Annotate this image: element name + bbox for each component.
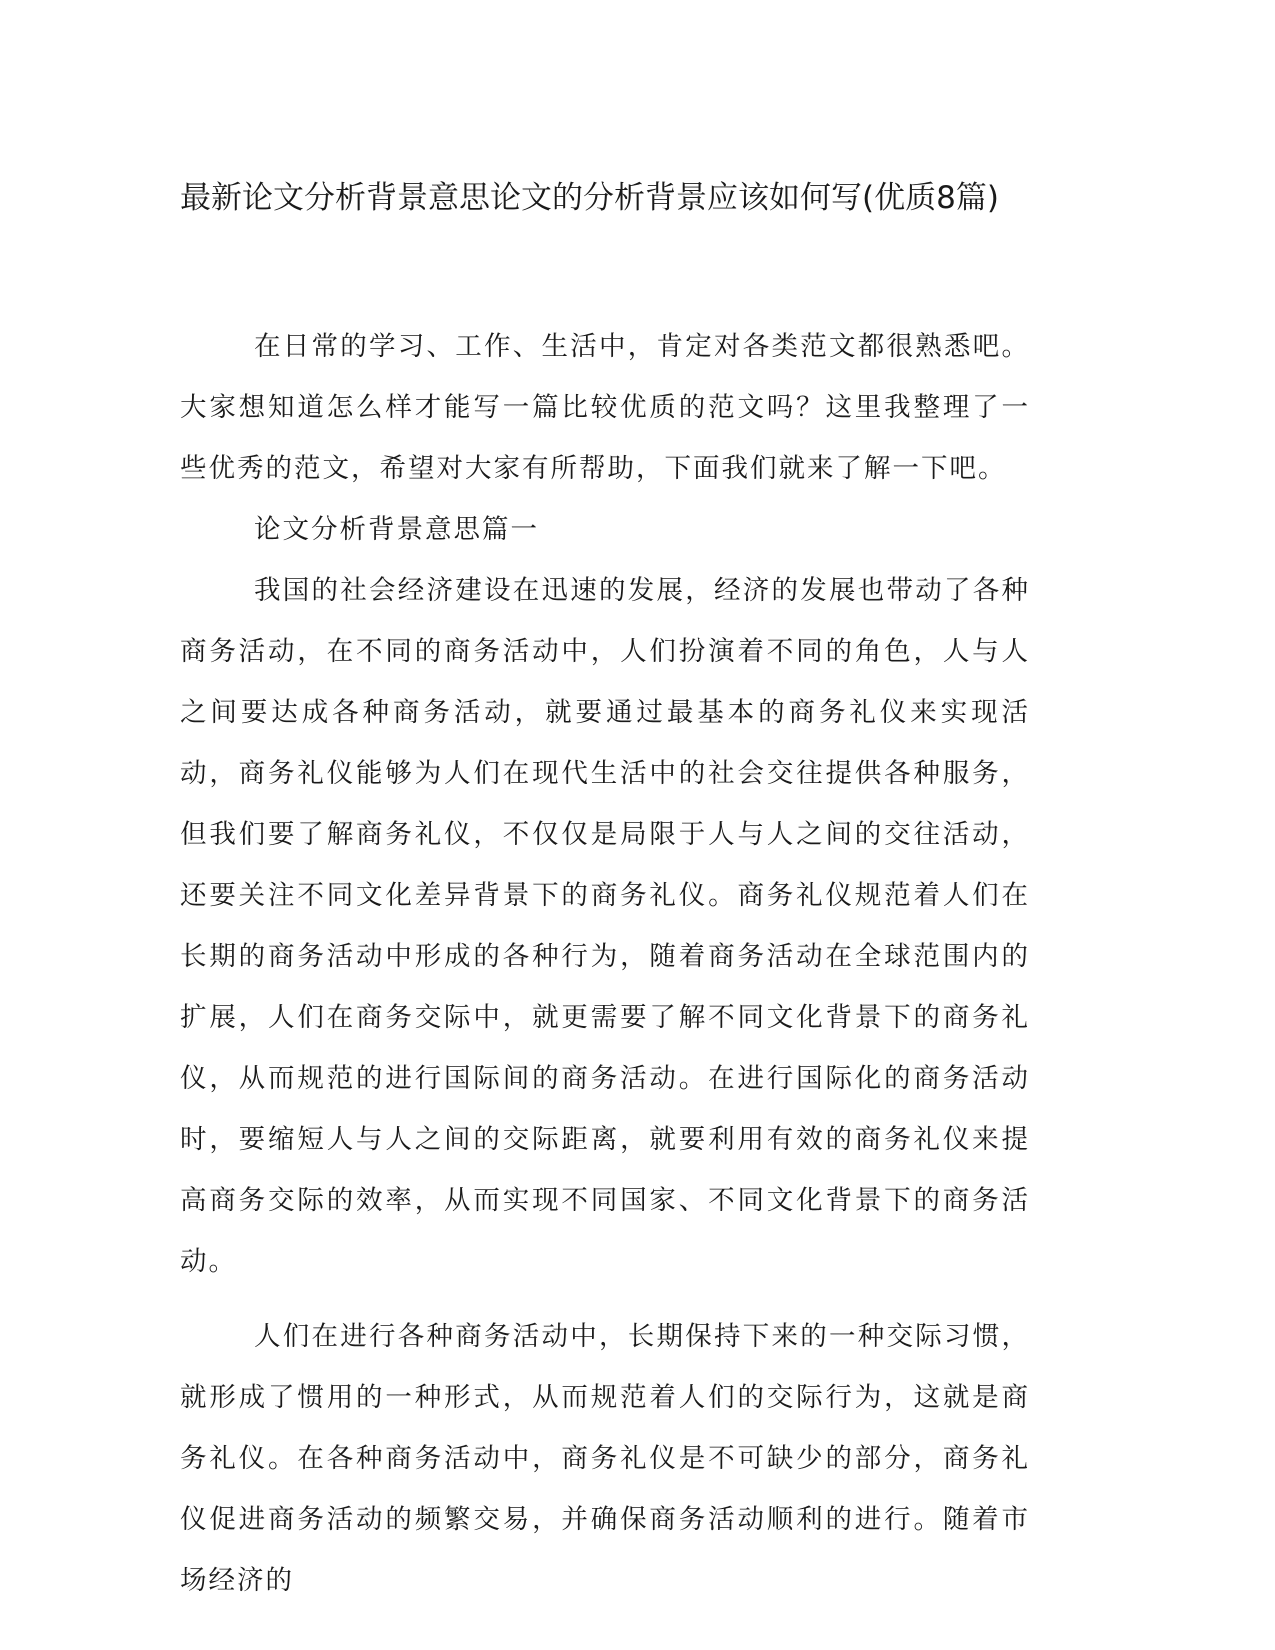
body-paragraph: 我国的社会经济建设在迅速的发展，经济的发展也带动了各种商务活动，在不同的商务活动中，人们扮演着不同的角色，人与人之间要达成各种商务活动，就要通过最基本的商务礼仪来实现活动，商务礼仪能够为人们在现代生活中的社会交往提供各种服务，但我们要了解商务礼仪，不仅仅是局限于人与人之间的交往活动，还要关注不同文化差异背景下的商务礼仪。商务礼仪规范着人们在长期的商务活动中形成的各种行为，随着商务活动在全球范围内的扩展，人们在商务交际中，就更需要了解不同文化背景下的商务礼仪，从而规范的进行国际间的商务活动。在进行国际化的商务活动时，要缩短人与人之间的交际距离，就要利用有效的商务礼仪来提高商务交际的效率，从而实现不同国家、不同文化背景下的商务活动。 — [180, 575, 1030, 1277]
intro-paragraph: 在日常的学习、工作、生活中，肯定对各类范文都很熟悉吧。大家想知道怎么样才能写一篇比较优质的范文吗？这里我整理了一些优秀的范文，希望对大家有所帮助，下面我们就来了解一下吧。 — [180, 331, 1030, 484]
body-paragraph: 人们在进行各种商务活动中，长期保持下来的一种交际习惯，就形成了惯用的一种形式，从而规范着人们的交际行为，这就是商务礼仪。在各种商务活动中，商务礼仪是不可缺少的部分，商务礼仪促进商务活动的频繁交易，并确保商务活动顺利的进行。随着市场经济的 — [180, 1321, 1030, 1596]
document-title: 最新论文分析背景意思论文的分析背景应该如何写(优质8篇) — [180, 180, 999, 216]
document-body — [180, 316, 1030, 1611]
section-heading: 论文分析背景意思篇一 — [254, 514, 539, 545]
